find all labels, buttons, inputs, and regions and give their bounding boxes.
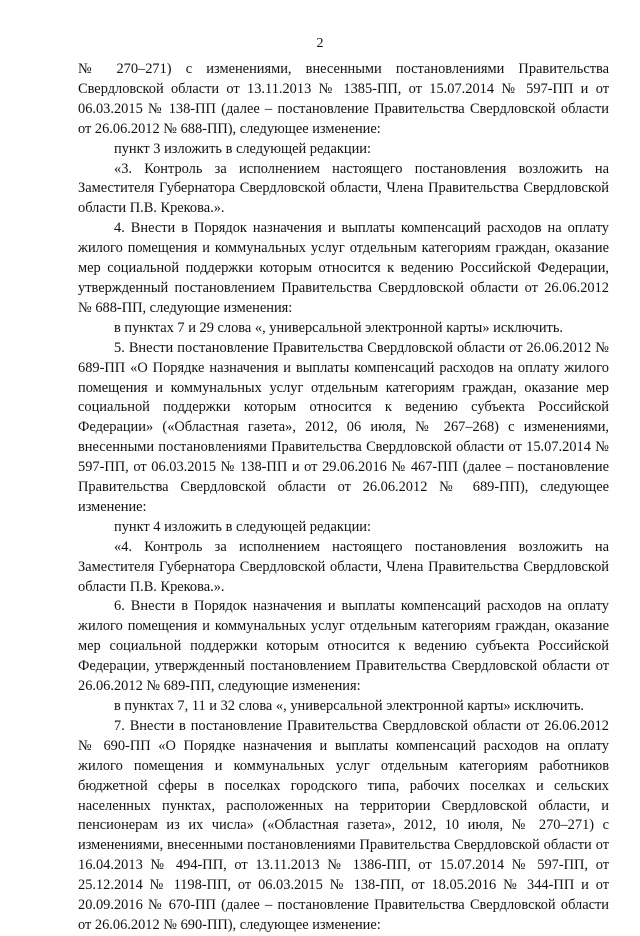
paragraph-item-5: 5. Внести постановление Правительства Свердловской области от 26.06.2012 № 689-ПП «О Порядке назначения и выплаты компенсаций расходов на оплату жилого помещения и коммунальных услуг отдельным категориям граждан, оказание мер социальной поддержки которым относится к ведению субъекта Российской Федерации» («Областная газета», 2012, 06 июля, № 267–268) с изменениями, внесенными постановлениями Правительства Свердловской области от 15.07.2014 № 597-ПП, от 06.03.2015 № 138-ПП и от 29.06.2016 № 467-ПП (далее – постановление Правительства Свердловской области от 26.06.2012 № 689-ПП), следующее изменение: xyxy=(78,339,609,515)
paragraph-point-4-instruction: пункт 4 изложить в следующей редакции: xyxy=(114,518,371,535)
document-body xyxy=(78,60,609,936)
paragraph-item-4-change: в пунктах 7 и 29 слова «, универсальной электронной карты» исключить. xyxy=(114,319,563,336)
paragraph-point-4-text: «4. Контроль за исполнением настоящего постановления возложить на Заместителя Губернатора Свердловской области, Члена Правительства Свердловской области П.В. Крекова.». xyxy=(78,538,609,595)
paragraph-intro-continuation: № 270–271) с изменениями, внесенными постановлениями Правительства Свердловской области от 13.11.2013 № 1385-ПП, от 15.07.2014 № 597-ПП и от 06.03.2015 № 138-ПП (далее – постановление Правительства Свердловской области от 26.06.2012 № 688-ПП), следующее изменение: xyxy=(78,61,609,137)
paragraph-item-6-change: в пунктах 7, 11 и 32 слова «, универсальной электронной карты» исключить. xyxy=(114,698,585,714)
page-number: 2 xyxy=(316,36,324,51)
paragraph-item-6: 6. Внести в Порядок назначения и выплаты компенсаций расходов на оплату жилого помещения и коммунальных услуг отдельным категориям граждан, оказание мер социальной поддержки которым относится к ведению субъекта Российской Федерации, утвержденный постановлением Правительства Свердловской области от 26.06.2012 № 689-ПП, следующие изменения: xyxy=(78,598,609,695)
paragraph-item-4: 4. Внести в Порядок назначения и выплаты компенсаций расходов на оплату жилого помещения и коммунальных услуг отдельным категориям граждан, оказание мер социальной поддержки которым относится к ведению Российской Федерации, утвержденный постановлением Правительства Свердловской области от 26.06.2012 № 688-ПП, следующие изменения: xyxy=(78,220,609,316)
paragraph-point-3-instruction: пункт 3 изложить в следующей редакции: xyxy=(114,140,371,157)
paragraph-item-7: 7. Внести в постановление Правительства Свердловской области от 26.06.2012 № 690-ПП «О Порядке назначения и выплаты компенсаций расходов на оплату жилого помещения и коммунальных услуг отдельным категориям работников бюджетной сферы в поселках городского типа, рабочих поселках и сельских населенных пунктах, расположенных на территории Свердловской области, и пенсионерам из их числа» («Областная газета», 2012, 10 июля, № 270–271) с изменениями, внесенными постановлениями Правительства Свердловской области от 16.04.2013 № 494-ПП, от 13.11.2013 № 1386-ПП, от 15.07.2014 № 597-ПП, от 25.12.2014 № 1198-ПП, от 06.03.2015 № 138-ПП, от 18.05.2016 № 344-ПП и от 20.09.2016 № 670-ПП (далее – постановление Правительства Свердловской области от 26.06.2012 № 690-ПП), следующее изменение: xyxy=(78,717,609,933)
paragraph-point-3-text: «3. Контроль за исполнением настоящего постановления возложить на Заместителя Губернатора Свердловской области, Члена Правительства Свердловской области П.В. Крекова.». xyxy=(78,160,609,217)
